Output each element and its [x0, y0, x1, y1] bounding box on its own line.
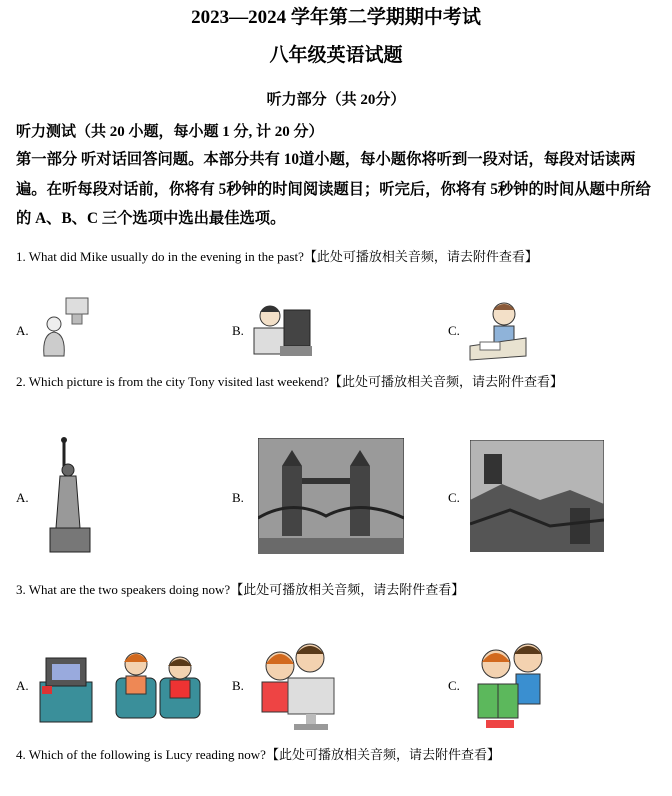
- q1-option-a-label: A.: [16, 323, 29, 338]
- q3-option-b-label: B.: [232, 678, 244, 693]
- exam-title: 2023—2024 学年第二学期期中考试: [191, 7, 481, 28]
- q3-option-a-label: A.: [16, 678, 29, 693]
- q3-option-c-label: C.: [448, 678, 460, 693]
- q2-option-a-label: A.: [16, 490, 29, 505]
- q2-option-c-label: C.: [448, 490, 460, 505]
- reading-book-image: [472, 640, 552, 730]
- listening-heading: 听力测试（共 20 小题，每小题 1 分, 计 20 分）: [16, 124, 324, 140]
- q1-image-c: [466, 298, 530, 362]
- using-computer-image: [258, 640, 338, 734]
- great-wall-image: [470, 440, 604, 552]
- q1-option-b-label: B.: [232, 323, 244, 338]
- q1-option-c-label: C.: [448, 323, 460, 338]
- q1-image-a: [36, 296, 94, 362]
- statue-of-liberty-image: [46, 436, 94, 556]
- exam-subtitle: 八年级英语试题: [269, 45, 403, 66]
- question-3: 3. What are the two speakers doing now?【此处可播放相关音频，请去附件查看】: [16, 582, 465, 597]
- tower-bridge-image: [258, 438, 404, 554]
- question-1: 1. What did Mike usually do in the evening in the past?【此处可播放相关音频，请去附件查看】: [16, 249, 538, 264]
- watching-tv-image: [38, 644, 208, 724]
- q1-image-b: [250, 300, 314, 362]
- q2-option-b-label: B.: [232, 490, 244, 505]
- question-2: 2. Which picture is from the city Tony visited last weekend?【此处可播放相关音频，请去附件查看】: [16, 374, 564, 389]
- question-4: 4. Which of the following is Lucy reading now?【此处可播放相关音频，请去附件查看】: [16, 747, 500, 762]
- section-title: 听力部分（共 20分）: [266, 92, 406, 108]
- part1-instructions: 第一部分 听对话回答问题。本部分共有 10道小题，每小题你将听到一段对话，每段对话读两遍。在听每段对话前，你将有 5秒钟的时间阅读题目；听完后，你将有 5秒钟的时间从题中所给的 A、B、C 三个选项中选出最佳选项。: [16, 151, 651, 227]
